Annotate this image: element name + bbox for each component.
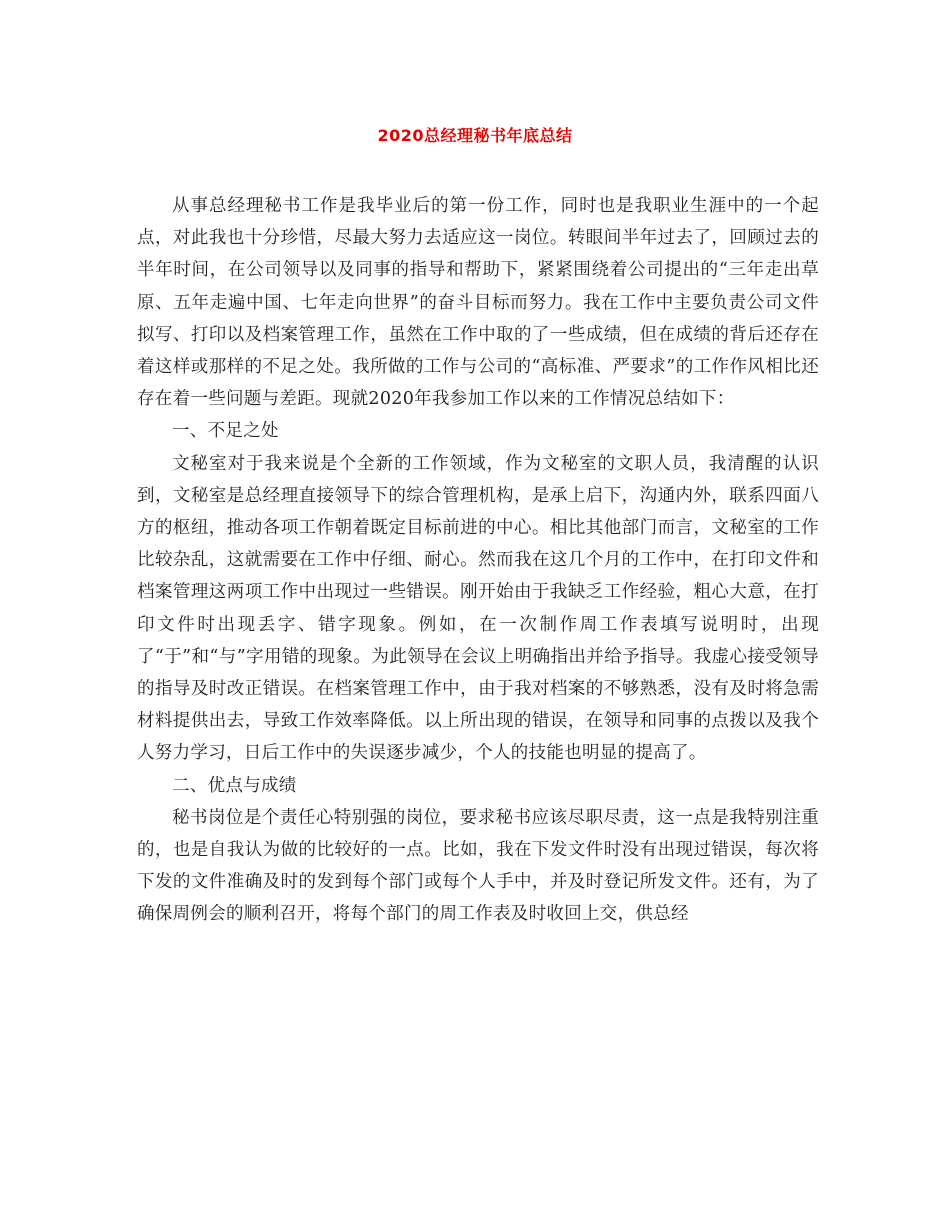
paragraph-shortcomings: 文秘室对于我来说是个全新的工作领域，作为文秘室的文职人员，我清醒的认识到，文秘室是总经理直接领导下的综合管理机构，是承上启下，沟通内外，联系四面八方的枢纽，推动各项工作朝着既定目标前进的中心。相比其他部门而言，文秘室的工作比较杂乱，这就需要在工作中仔细、耐心。然而我在这几个月的工作中，在打印文件和档案管理这两项工作中出现过一些错误。刚开始由于我缺乏工作经验，粗心大意，在打印文件时出现丢字、错字现象。例如，在一次制作周工作表填写说明时，出现了“于”和“与”字用错的现象。为此领导在会议上明确指出并给予指导。我虚心接受领导的指导及时改正错误。在档案管理工作中，由于我对档案的不够熟悉，没有及时将急需材料提供出去，导致工作效率降低。以上所出现的错误，在领导和同事的点拨以及我个人努力学习，日后工作中的失误逐步减少，个人的技能也明显的提高了。 [137,453,819,764]
section-heading-shortcomings: 一、不足之处 [172,421,279,442]
document-title: 2020总经理秘书年底总结 [377,126,573,145]
paragraph-intro: 从事总经理秘书工作是我毕业后的第一份工作，同时也是我职业生涯中的一个起点，对此我也十分珍惜，尽最大努力去适应这一岗位。转眼间半年过去了，回顾过去的半年时间，在公司领导以及同事的指导和帮助下，紧紧围绕着公司提出的“三年走出草原、五年走遍中国、七年走向世界”的奋斗目标而努力。我在工作中主要负责公司文件拟写、打印以及档案管理工作，虽然在工作中取的了一些成绩，但在成绩的背后还存在着这样或那样的不足之处。我所做的工作与公司的“高标准、严要求”的工作作风相比还存在着一些问题与差距。现就2020年我参加工作以来的工作情况总结如下： [137,196,819,410]
document-body [137,190,819,931]
paragraph-achievements: 秘书岗位是个责任心特别强的岗位，要求秘书应该尽职尽责，这一点是我特别注重的，也是自我认为做的比较好的一点。比如，我在下发文件时没有出现过错误，每次将下发的文件准确及时的发到每个部门或每个人手中，并及时登记所发文件。还有，为了确保周例会的顺利召开，将每个部门的周工作表及时收回上交，供总经 [137,807,819,925]
section-heading-achievements: 二、优点与成绩 [172,775,297,796]
